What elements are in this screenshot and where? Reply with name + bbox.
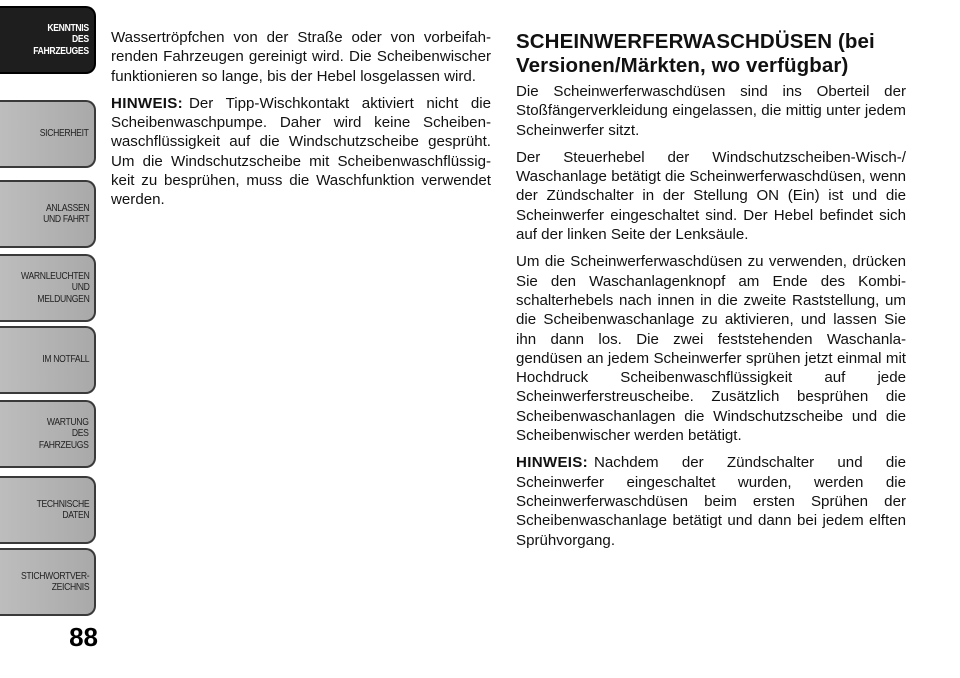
- note-text: Der Tipp-Wischkontakt aktiviert nicht die Scheibenwaschpumpe. Daher wird keine Scheibenwaschflüssigkeit auf die Windschutzscheibe gesprüht. Um die Windschutzscheibe mit Scheibenwaschflüssigkeit zu besprühen, muss die Waschfunktion verwendet werden.: [111, 94, 491, 209]
- note-text: Nachdem der Zündschalter und die Scheinwerfer eingeschaltet wurden, werden die Scheinwerferwaschdüsen beim ersten Sprühen der Scheibenwaschanlage betätigt und dann bei jedem elften Sprühvorgang.: [516, 454, 906, 549]
- tab-im-notfall[interactable]: [0, 326, 96, 394]
- tab-label: KENNTNIS DES FAHRZEUGES: [33, 21, 89, 57]
- paragraph: Der Steuerhebel der Windschutzscheiben-Wisch-/ Waschanlage betätigt die Scheinwerferwaschdüsen, wenn der Zündschalter in der Stellung ON (Ein) ist und die Scheinwerfer eingeschaltet sind. Der Hebel befindet sich auf der linken Seite der Lenksäule.: [516, 148, 906, 244]
- note-label: HINWEIS:: [111, 94, 183, 112]
- tab-label: WARNLEUCHTEN UND MELDUNGEN: [20, 269, 89, 305]
- tab-label: WARTUNG DES FAHRZEUGS: [39, 415, 89, 451]
- page-number: 88: [69, 622, 98, 652]
- tab-label: SICHERHEIT: [40, 127, 89, 140]
- tab-label: TECHNISCHE DATEN: [36, 497, 89, 521]
- note-paragraph: [516, 453, 906, 549]
- tab-label: STICHWORTVER- ZEICHNIS: [20, 569, 89, 593]
- tab-wartung-des-fahrzeugs[interactable]: [0, 400, 96, 468]
- paragraph: Die Scheinwerferwaschdüsen sind ins Oberteil der Stoßfängerverkleidung eingelassen, die mittig unter jedem Scheinwerfer sitzt.: [516, 83, 906, 139]
- paragraph: Wassertröpfchen von der Straße oder von vorbeifahrenden Fahrzeugen gereinigt wird. Die Scheibenwischer funktionieren so lange, bis der Hebel losgelassen wird.: [111, 29, 491, 85]
- tab-anlassen-und-fahrt[interactable]: [0, 180, 96, 248]
- section-title: SCHEINWERFERWASCHDÜSEN (bei Versionen/Märkten, wo verfügbar): [516, 30, 875, 77]
- note-paragraph: [111, 94, 491, 210]
- tab-kenntnis-des-fahrzeuges[interactable]: [0, 6, 96, 74]
- tab-stichwortverzeichnis[interactable]: [0, 548, 96, 616]
- tab-label: IM NOTFALL: [42, 353, 89, 366]
- tab-sicherheit[interactable]: [0, 100, 96, 168]
- tab-technische-daten[interactable]: [0, 476, 96, 544]
- tab-warnleuchten-und-meldungen[interactable]: [0, 254, 96, 322]
- chapter-tab-bar: [0, 0, 98, 678]
- paragraph: Um die Scheinwerferwaschdüsen zu verwenden, drücken Sie den Waschanlagenknopf am Ende des Kombischalterhebels nach innen in die zweite Raststellung, um die Scheibenwaschanlage zu aktivieren, und lassen Sie ihn dann los. Die zwei feststehenden Waschanlagendüsen an jedem Scheinwerfer sprühen jetzt einmal mit Hochdruck Scheibenwaschflüssigkeit auf jede Scheinwerferstreuscheibe. Zusätzlich besprühen die Scheibenwaschanlagen die Windschutzscheibe und die Scheibenwischer werden betätigt.: [516, 253, 906, 445]
- tab-label: ANLASSEN UND FAHRT: [42, 201, 89, 225]
- note-label: HINWEIS:: [516, 454, 588, 472]
- right-text-column: [516, 30, 906, 558]
- left-text-column: [111, 28, 491, 218]
